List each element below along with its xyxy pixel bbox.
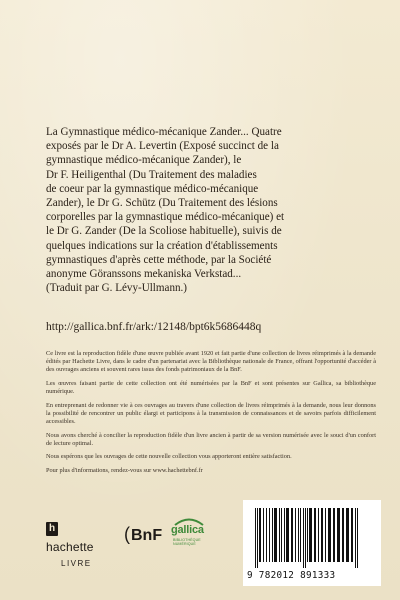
barcode-bar	[325, 508, 326, 562]
hachette-h-icon: h	[46, 522, 58, 536]
gallica-logo-sub: BIBLIOTHÈQUE NUMÉRIQUE	[173, 538, 201, 546]
barcode-bar	[300, 508, 301, 562]
barcode-bar	[337, 508, 340, 562]
notice-paragraph: En entreprenant de redonner vie à ces ouvrages au travers d'une collection de livres réimprimés à la demande, nous leur donnons la possibilité de rencontrer un public élargi et participons à la transmission de connaissances et de savoirs parfois difficilement accessibles.	[46, 401, 376, 425]
barcode-bars-icon	[255, 508, 369, 568]
barcode-bar	[295, 508, 296, 562]
barcode-bar	[328, 508, 331, 562]
barcode-bar	[351, 508, 353, 562]
hachette-logo-sub: LIVRE	[61, 559, 92, 568]
barcode-bar	[342, 508, 344, 562]
barcode-bar	[274, 508, 277, 562]
gallica-logo	[171, 518, 207, 558]
barcode-bar	[357, 508, 358, 568]
title-line: gymnastiques d'après cette méthode, par la Société	[46, 253, 272, 266]
notice-paragraph: Les œuvres faisant partie de cette collection ont été numérisées par la BnF et sont présentes sur Gallica, sa bibliothèque numérique.	[46, 379, 376, 395]
title-line: de coeur par la gymnastique médico-mécanique	[46, 182, 259, 195]
isbn-barcode	[243, 500, 381, 586]
title-line: anonyme Göranssons mekaniska Verkstad...	[46, 268, 242, 281]
bnf-bracket-icon: (	[124, 524, 130, 544]
barcode-bar	[355, 508, 356, 568]
barcode-bar	[298, 508, 299, 562]
cover-footer	[46, 500, 386, 590]
barcode-bar	[303, 508, 304, 568]
barcode-bar	[257, 508, 258, 568]
bnf-logo-text: BnF	[131, 527, 163, 544]
barcode-bar	[309, 508, 312, 562]
barcode-bar	[305, 508, 306, 568]
gallica-permalink: http://gallica.bnf.fr/ark:/12148/bpt6k5686448q	[46, 321, 262, 333]
barcode-bar	[272, 508, 273, 562]
title-line: La Gymnastique médico-mécanique Zander... Quatre	[46, 126, 282, 138]
notice-paragraph: Pour plus d'informations, rendez-vous sur www.hachettebnf.fr	[46, 467, 203, 474]
title-line: Zander), le Dr G. Schütz (Du Traitement des lésions	[46, 197, 278, 210]
hachette-logo-name: hachette	[46, 540, 94, 554]
barcode-bar	[279, 508, 280, 562]
title-line: Dr F. Heiligenthal (Du Traitement des maladies	[46, 168, 257, 181]
title-line: quelques indications sur la création d'établissements	[46, 239, 278, 252]
title-line: exposés par le Dr A. Levertin (Exposé succinct de la	[46, 140, 279, 153]
notice-paragraph: Ce livre est la reproduction fidèle d'une œuvre publiée avant 1920 et fait partie d'une collection de livres réimprimés à la demande édités par Hachette Livre, dans le cadre d'un partenariat avec la Bibliothèque nationale de France, offrant l'opportunité d'accéder à des ouvrages anciens et souvent rares issus des fonds patrimoniaux de la BnF.	[46, 350, 376, 374]
title-line: (Traduit par G. Lévy-Ullmann.)	[46, 282, 188, 295]
barcode-bar	[346, 508, 349, 562]
notice-paragraph: Nous avons cherché à concilier la reproduction fidèle d'un livre ancien à partir de sa version numérisée avec le souci d'un confort de lecture optimal.	[46, 431, 376, 447]
book-title-description	[46, 125, 376, 295]
gallica-logo-text: gallica	[171, 524, 204, 536]
barcode-bar	[314, 508, 316, 562]
barcode-bar	[321, 508, 323, 562]
barcode-bar	[259, 508, 261, 562]
barcode-bar	[286, 508, 289, 562]
barcode-number: 9 782012 891333	[247, 570, 336, 581]
title-line: le Dr G. Zander (De la Scoliose habituelle), suivis de	[46, 225, 282, 238]
barcode-bar	[333, 508, 335, 562]
publisher-notice	[46, 350, 376, 481]
barcode-bar	[269, 508, 270, 562]
barcode-bar	[318, 508, 319, 562]
barcode-bar	[281, 508, 282, 562]
notice-paragraph: Nous espérons que les ouvrages de cette nouvelle collection vous apporteront entière satisfaction.	[46, 453, 292, 461]
barcode-bar	[284, 508, 285, 562]
title-line: gymnastique médico-mécanique Zander), le	[46, 154, 242, 167]
barcode-bar	[307, 508, 308, 562]
title-line: corporelles par la gymnastique médico-mécanique) et	[46, 211, 285, 224]
barcode-bar	[263, 508, 264, 562]
barcode-bar	[291, 508, 293, 562]
hachette-livre-logo	[46, 522, 104, 568]
barcode-bar	[266, 508, 267, 562]
barcode-bar	[255, 508, 256, 568]
bnf-logo	[124, 524, 162, 545]
